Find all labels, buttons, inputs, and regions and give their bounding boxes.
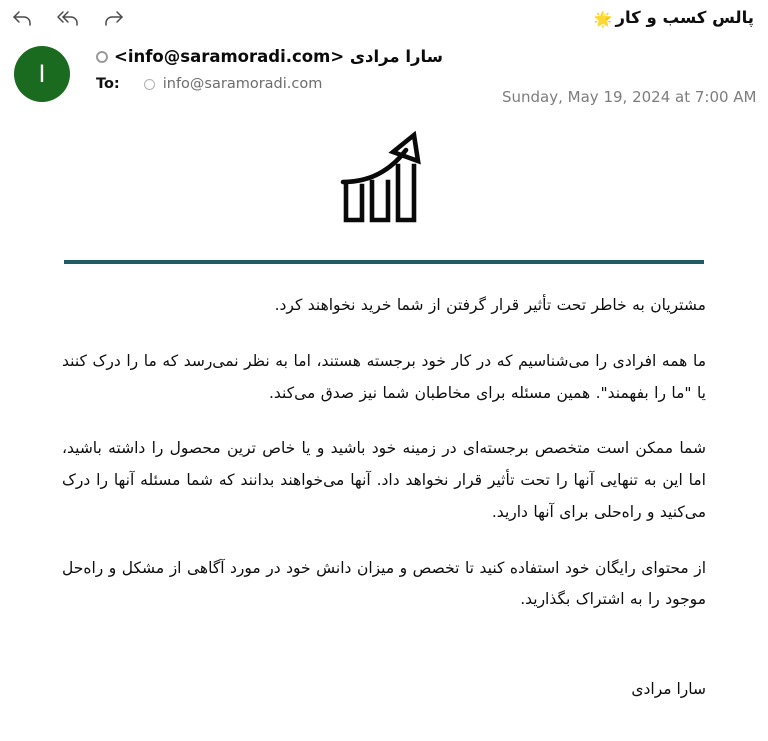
to-label: To:: [96, 76, 120, 93]
sender-row[interactable]: [96, 46, 754, 68]
mail-timestamp: Sunday, May 19, 2024 at 7:00 AM: [502, 88, 757, 106]
mail-header: [0, 36, 768, 106]
glowing-star-icon: 🌟: [593, 9, 613, 28]
body-paragraph-3: شما ممکن است متخصص برجسته‌ای در زمینه خود باشید و یا خاص ترین محصول را داشته باشید، اما این به تنهایی آنها را تحت تأثیر قرار نخواهد داد. آنها می‌خواهند بدانند که شما مسئله آنها را درک می‌کنید و راه‌حلی برای آنها دارید.: [62, 439, 706, 521]
body-paragraph-1: مشتریان به خاطر تحت تأثیر قرار گرفتن از شما خرید نخواهند کرد.: [274, 296, 706, 315]
avatar[interactable]: [14, 46, 70, 102]
body-paragraph-4: از محتوای رایگان خود استفاده کنید تا تخصص و میزان دانش خود در مورد آگاهی از مشکل و راه‌حل موجود را به اشتراک بگذارید.: [62, 558, 706, 609]
growth-chart-icon: [336, 130, 432, 230]
email-logo: [62, 94, 706, 248]
mailbox-title: [593, 7, 754, 28]
mailbox-title-text: پالس کسب و کار: [615, 7, 754, 27]
sender-name-and-email: سارا مرادی <info@saramoradi.com>: [114, 47, 443, 66]
recipient-address[interactable]: info@saramoradi.com: [162, 76, 323, 93]
forward-button[interactable]: [102, 6, 126, 30]
presence-ring-icon: [96, 51, 108, 63]
reply-all-icon: [56, 8, 80, 28]
forward-icon: [103, 8, 125, 28]
reply-icon: [11, 8, 33, 28]
toolbar-actions: [10, 6, 126, 30]
recipient-presence-ring-icon: [144, 79, 155, 90]
mail-body: [0, 94, 768, 705]
reply-all-button[interactable]: [56, 6, 80, 30]
mail-toolbar: [0, 0, 768, 36]
body-paragraph-2: ما همه افرادی را می‌شناسیم که در کار خود برجسته هستند، اما به نظر نمی‌رسد که ما را درک کنند یا "ما را بفهمند". همین مسئله برای مخاطبان شما نیز صدق می‌کند.: [62, 351, 706, 402]
avatar-initial: I: [38, 59, 46, 88]
section-divider: [64, 260, 704, 264]
email-signature: سارا مرادی: [631, 680, 706, 699]
header-fields: [96, 44, 754, 94]
reply-button[interactable]: [10, 6, 34, 30]
